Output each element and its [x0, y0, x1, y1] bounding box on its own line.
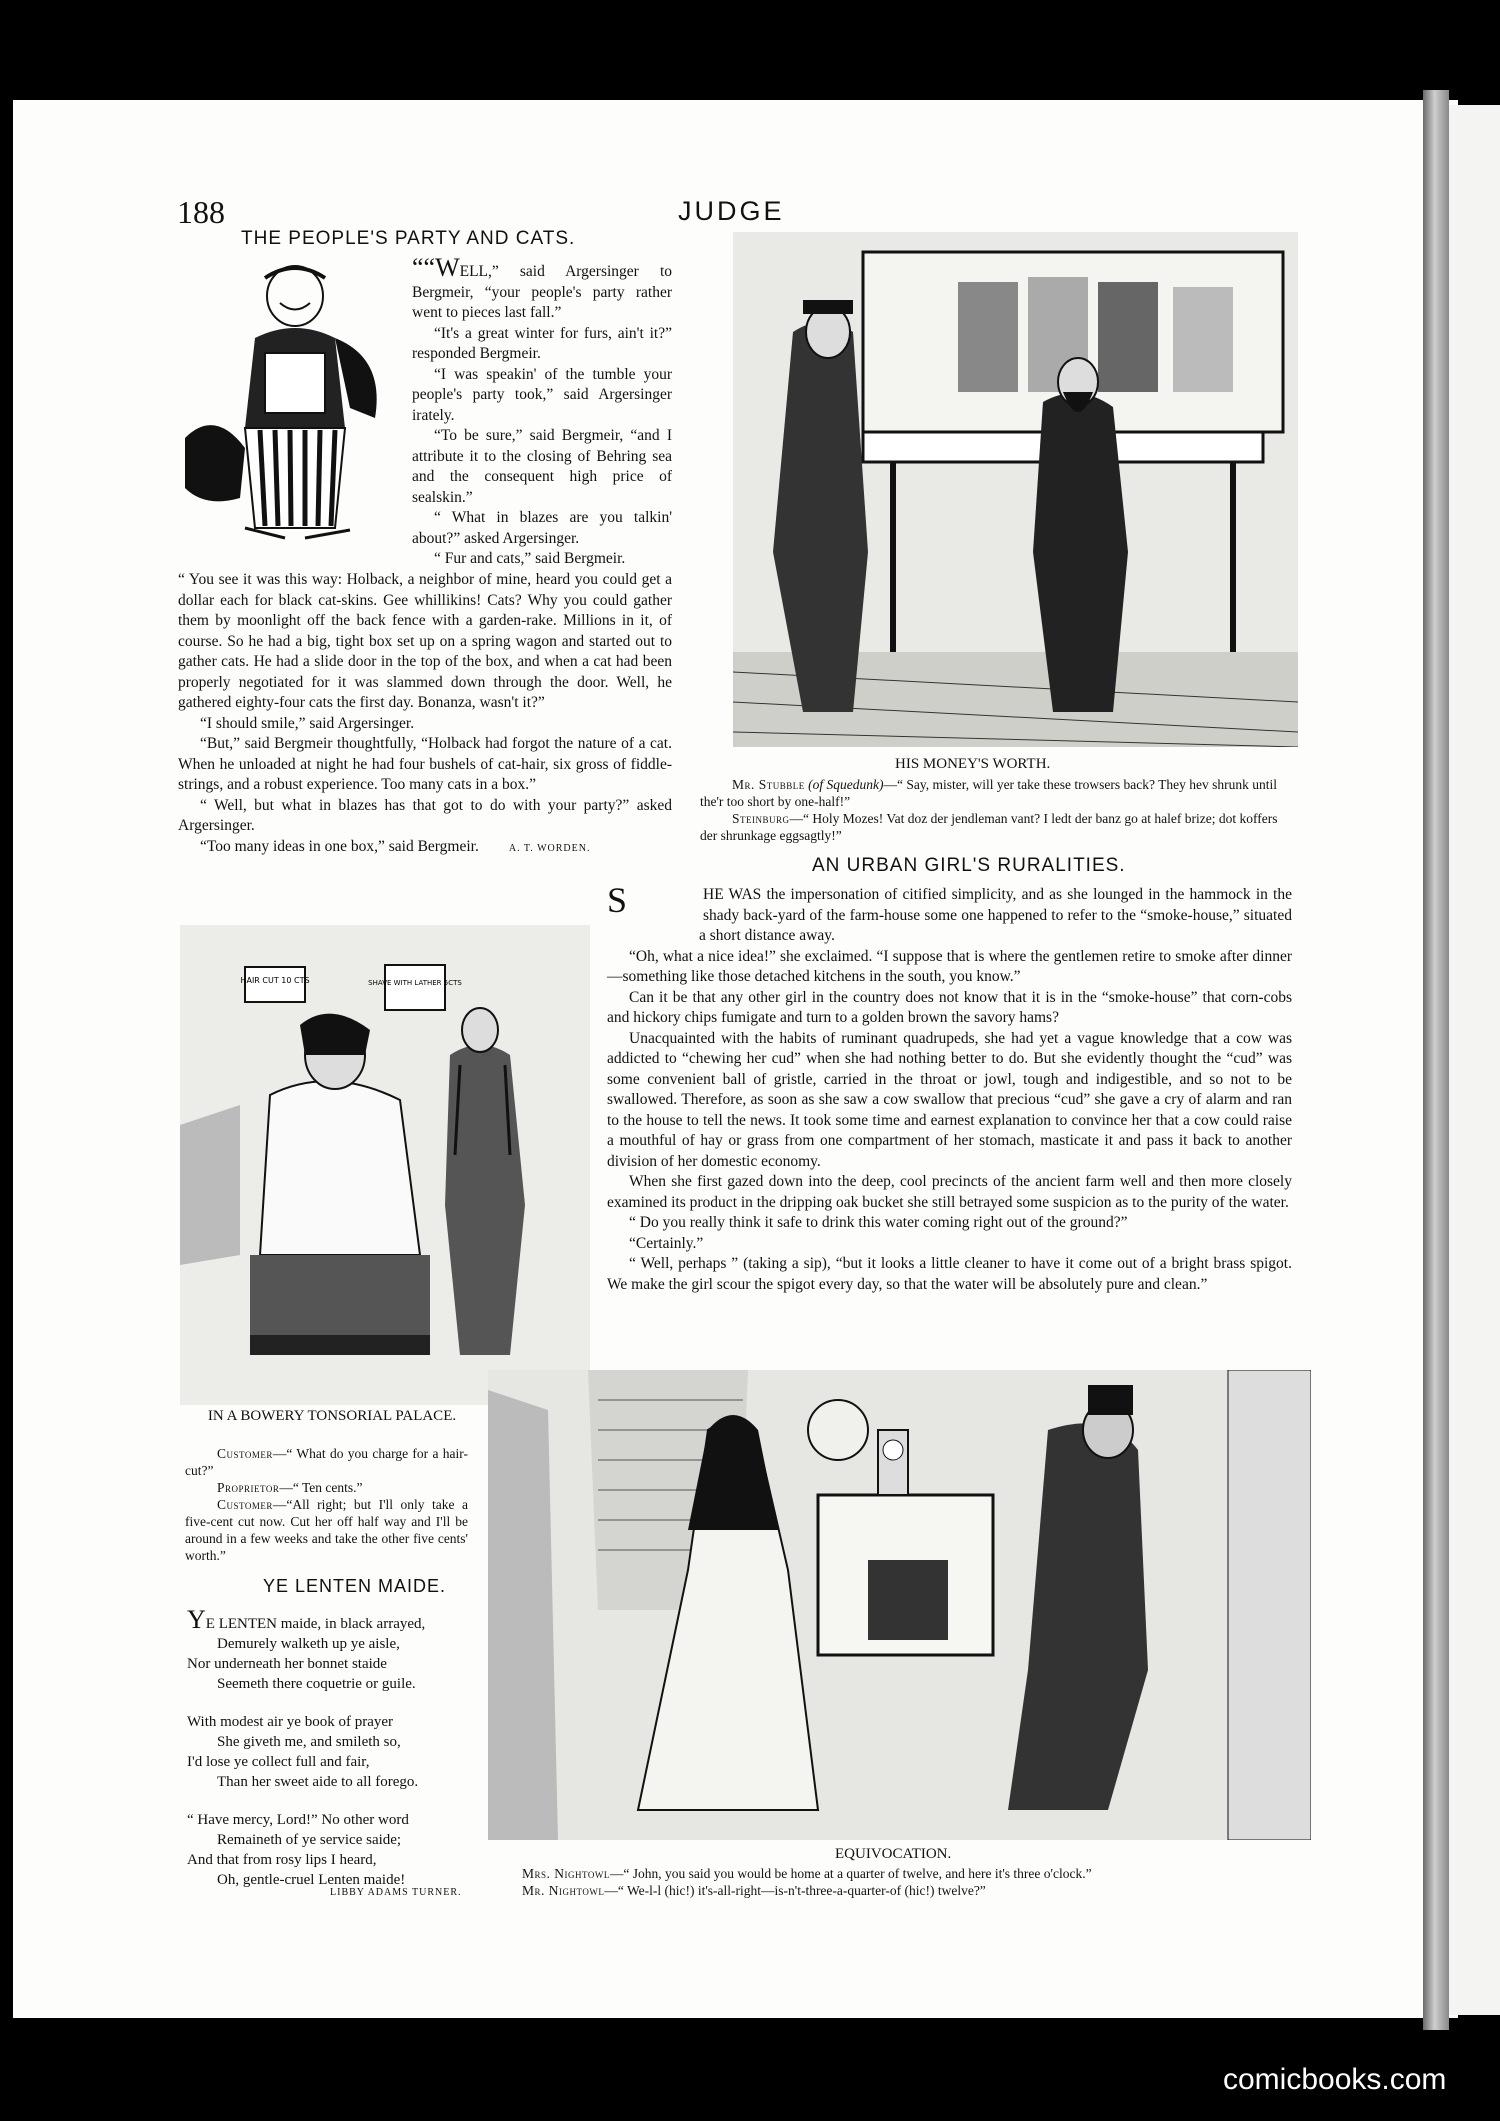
poem-line-12: Oh, gentle-cruel Lenten maide! [217, 1872, 406, 1888]
sign-shave: SHAVE WITH LATHER 5CTS [368, 979, 462, 987]
poem-line-5: With modest air ye book of prayer [187, 1714, 394, 1730]
article1-paragraph-4: “To be sure,” said Bergmeir, “and I attribute it to the closing of Behring sea and the consequent high price of sealskin.” [412, 427, 672, 506]
article1-paragraph-11: “Too many ideas in one box,” said Bergmeir. A. T. WORDEN. [200, 837, 591, 855]
money-caption-title: HIS MONEY'S WORTH. [895, 756, 1051, 772]
sign-haircut: HAIR CUT 10 CTS [240, 976, 310, 985]
bowery-line-1: —“ What do you charge for a hair-cut?” [185, 1446, 468, 1478]
poem-author: LIBBY ADAMS TURNER. [330, 1887, 462, 1898]
poem-line-7: I'd lose ye collect full and fair, [187, 1754, 370, 1770]
article1-paragraph-5: “ What in blazes are you talkin' about?” asked Argersinger. [412, 509, 672, 547]
bowery-caption-title: IN A BOWERY TONSORIAL PALACE. [207, 1408, 457, 1424]
poem-line-1: E LENTEN maide, in black arrayed, [205, 1616, 426, 1632]
article1-paragraph-7: “ You see it was this way: Holback, a neighbor of mine, heard you could get a dollar each for black cat-skins. Gee whillikins! Cats? Why you could gather them by moonlight off the back fence with a garden-rake. Millions in it, of course. So he had a big, tight box set up on a spring wagon and started out to gather cats. He had a slide door in the top of the box, and when a cat had been properly negotiated for it was slammed down through the door. Well, he gathered eighty-four cats the first day. Bonanza, wasn't it?” [178, 571, 672, 711]
parlor-scene-drawing [488, 1370, 1311, 1840]
money-line-2: —“ Holy Mozes! Vat doz der jendleman vant? I ledt der banz go at halef brize; dot koffers der shrunkage eggsagtly!” [700, 811, 1278, 843]
source-watermark: comicbooks.com [1223, 2063, 1447, 2096]
speaker-mrs-nightowl: Mrs. Nightowl [522, 1866, 610, 1881]
poem-line-6: She giveth me, and smileth so, [217, 1734, 401, 1750]
speaker-customer-2: Customer [217, 1497, 273, 1512]
poem-line-8: Than her sweet aide to all forego. [217, 1774, 419, 1790]
poem-line-9: “ Have mercy, Lord!” No other word [187, 1812, 409, 1828]
equivocation-line-1: —“ John, you said you would be home at a quarter of twelve, and here it's three o'clock.” [609, 1866, 1092, 1881]
page-spine [1423, 90, 1449, 2030]
money-caption [700, 776, 1290, 844]
clown-figure-drawing [185, 258, 403, 548]
article2-paragraph-6: “ Do you really think it safe to drink this water coming right out of the ground?” [629, 1214, 1128, 1231]
magazine-title: JUDGE [678, 196, 785, 226]
speaker-steinburg: Steinburg [732, 811, 790, 826]
article1-paragraph-9: “But,” said Bergmeir thoughtfully, “Holback had forgot the nature of a cat. When he unloaded at night he had four bushels of cat-hair, six gross of fiddle-strings, and a robust experience. Too many cats in a box.” [178, 735, 672, 793]
poem-body [187, 1605, 467, 1890]
article1-paragraph-3: “I was speakin' of the tumble your people's party took,” said Argersinger irately. [412, 365, 672, 424]
clothing-shop-drawing [733, 232, 1298, 747]
poem-line-2: Demurely walketh up ye aisle, [217, 1636, 400, 1652]
article2-paragraph-2: “Oh, what a nice idea!” she exclaimed. “I suppose that is where the gentlemen retire to smoke after dinner—something like those detached kitchens in the south, you know.” [607, 947, 1292, 985]
barber-shop-drawing [180, 925, 590, 1405]
article-title-urban-girl: AN URBAN GIRL'S RURALITIES. [812, 855, 1126, 876]
poem-dropcap: Y [187, 1605, 206, 1634]
article2-paragraph-8: “ Well, perhaps ” (taking a sip), “but it looks a little cleaner to have it come out of a bright brass spigot. We make the girl scour the spigot every day, so that the water will be absolutely pure and clean.” [607, 1255, 1292, 1293]
speaker-stubble-place: (of Squedunk) [808, 777, 884, 792]
illustration-clothing-shop [733, 232, 1298, 747]
bowery-caption [185, 1445, 468, 1564]
equivocation-caption [522, 1865, 1302, 1899]
article1-paragraph-6: “ Fur and cats,” said Bergmeir. [434, 550, 626, 567]
bowery-line-3: —“All right; but I'll only take a five-cent cut now. Cut her off half way and I'll be around in a few weeks and take the other five cents' worth.” [185, 1497, 468, 1563]
poem-line-10: Remaineth of ye service saide; [217, 1832, 402, 1848]
illustration-clown-figure [185, 258, 403, 548]
article2-paragraph-4: Unacquainted with the habits of ruminant quadrupeds, she had yet a vague knowledge that a cow was addicted to “chewing her cud” when she had nothing better to do. But she evidently thought the “cud” was some convenient ball of gristle, carried in the throat or jowl, tough and indigestible, and so not to be swallowed. Therefore, as soon as she saw a cow swallow that precious “cud” she gave a cry of alarm and ran to the house to tell the news. It took some time and earnest explanation to convince her that a cow could raise a mouthful of hay or grass from one compartment of her stomach, masticate it and pass it back to another division of her domestic economy. [607, 1029, 1292, 1170]
bowery-line-2: —“ Ten cents.” [279, 1480, 363, 1495]
article2-paragraph-3: Can it be that any other girl in the country does not know that it is in the “smoke-house” that corn-cobs and hickory chips fumigate and turn to a golden brown the savory hams? [607, 988, 1292, 1026]
article1-intro [412, 253, 672, 570]
article2-body: S HE WAS the impersonation of citified simplicity, and as she lounged in the hammock in the shady back-yard of the farm-house some one happened to refer to the “smoke-house,” situated a short distance away. “Oh, what a nice idea!” she exclaimed. “I suppose that is where the gentlemen retire to smoke after dinner—something like those detached kitchens in the south, you know.” Can it be that any other girl in the country does not know that it is in the “smoke-house” that corn-cobs and hickory chips fumigate and turn to a golden brown the savory hams? Unacquainted with the habits of ruminant quadrupeds, she had yet a vague knowledge that a cow was addicted to “chewing her cud” when she had nothing better to do. But she evidently thought the “cud” was some convenient ball of gristle, carried in the throat or jowl, tough and indigestible, and so not to be swallowed. Therefore, as soon as she saw a cow swallow that precious “cud” she gave a cry of alarm and ran to the house to tell the news. It took some time and earnest explanation to convince her that a cow could raise a mouthful of hay or grass from one compartment of her stomach, masticate it and pass it back to another division of her domestic economy. When she first gazed down into the deep, cool precincts of the ancient farm well and then more closely examined its product in the dripping oak bucket she still betrayed some suspicion as to the purity of the water. “ Do you really think it safe to drink this water coming right out of the ground?” “Certainly.” “ Well, perhaps ” (taking a sip), “but it looks a little cleaner to have it come out of a bright brass spigot. We make the girl scour the spigot every day, so that the water will be absolutely pure and clean.” [607, 885, 1292, 1295]
article2-paragraph-5: When she first gazed down into the deep, cool precincts of the ancient farm well and then more closely examined its product in the dripping oak bucket she still betrayed some suspicion as to the purity of the water. [607, 1173, 1292, 1211]
article1-paragraph-2: “It's a great winter for furs, ain't it?” responded Bergmeir. [412, 324, 672, 362]
equivocation-caption-title: EQUIVOCATION. [835, 1846, 952, 1862]
speaker-mr-nightowl: Mr. Nightowl [522, 1883, 605, 1898]
poem-line-11: And that from rosy lips I heard, [187, 1852, 377, 1868]
poem-title: YE LENTEN MAIDE. [263, 1576, 447, 1596]
article-title-peoples-party: THE PEOPLE'S PARTY AND CATS. [241, 228, 576, 249]
speaker-customer: Customer [217, 1446, 273, 1461]
article1-paragraph-1: ELL,” said Argersinger to Bergmeir, “your people's party rather went to pieces last fall.” [412, 263, 672, 321]
article2-paragraph-7: “Certainly.” [629, 1234, 704, 1252]
article1-paragraph-8: “I should smile,” said Argersinger. [200, 714, 415, 732]
poem-line-4: Seemeth there coquetrie or guile. [217, 1676, 416, 1692]
money-line-1: —“ Say, mister, will yer take these trowsers back? They hev shrunk until the'r too short by one-half!” [700, 777, 1277, 809]
illustration-barber-shop [180, 925, 590, 1405]
speaker-stubble: Mr. Stubble [732, 777, 805, 792]
facing-page-edge [1449, 105, 1500, 2015]
page-number: 188 [177, 194, 225, 230]
article1-signature: A. T. WORDEN. [508, 842, 591, 854]
equivocation-line-2: —“ We-l-l (hic!) it's-all-right—is-n't-three-a-quarter-of (hic!) twelve?” [604, 1883, 986, 1898]
article1-body [178, 570, 672, 859]
article1-paragraph-10: “ Well, but what in blazes has that got to do with your party?” asked Argersinger. [178, 796, 672, 834]
article2-paragraph-1: HE WAS the impersonation of citified simplicity, and as she lounged in the hammock in the shady back-yard of the farm-house some one happened to refer to the “smoke-house,” situated a short distance away. [699, 886, 1292, 944]
poem-line-3: Nor underneath her bonnet staide [187, 1656, 387, 1672]
speaker-proprietor: Proprietor [217, 1480, 280, 1495]
dropcap-w: ““W [412, 253, 460, 282]
illustration-parlor-scene [488, 1370, 1311, 1840]
